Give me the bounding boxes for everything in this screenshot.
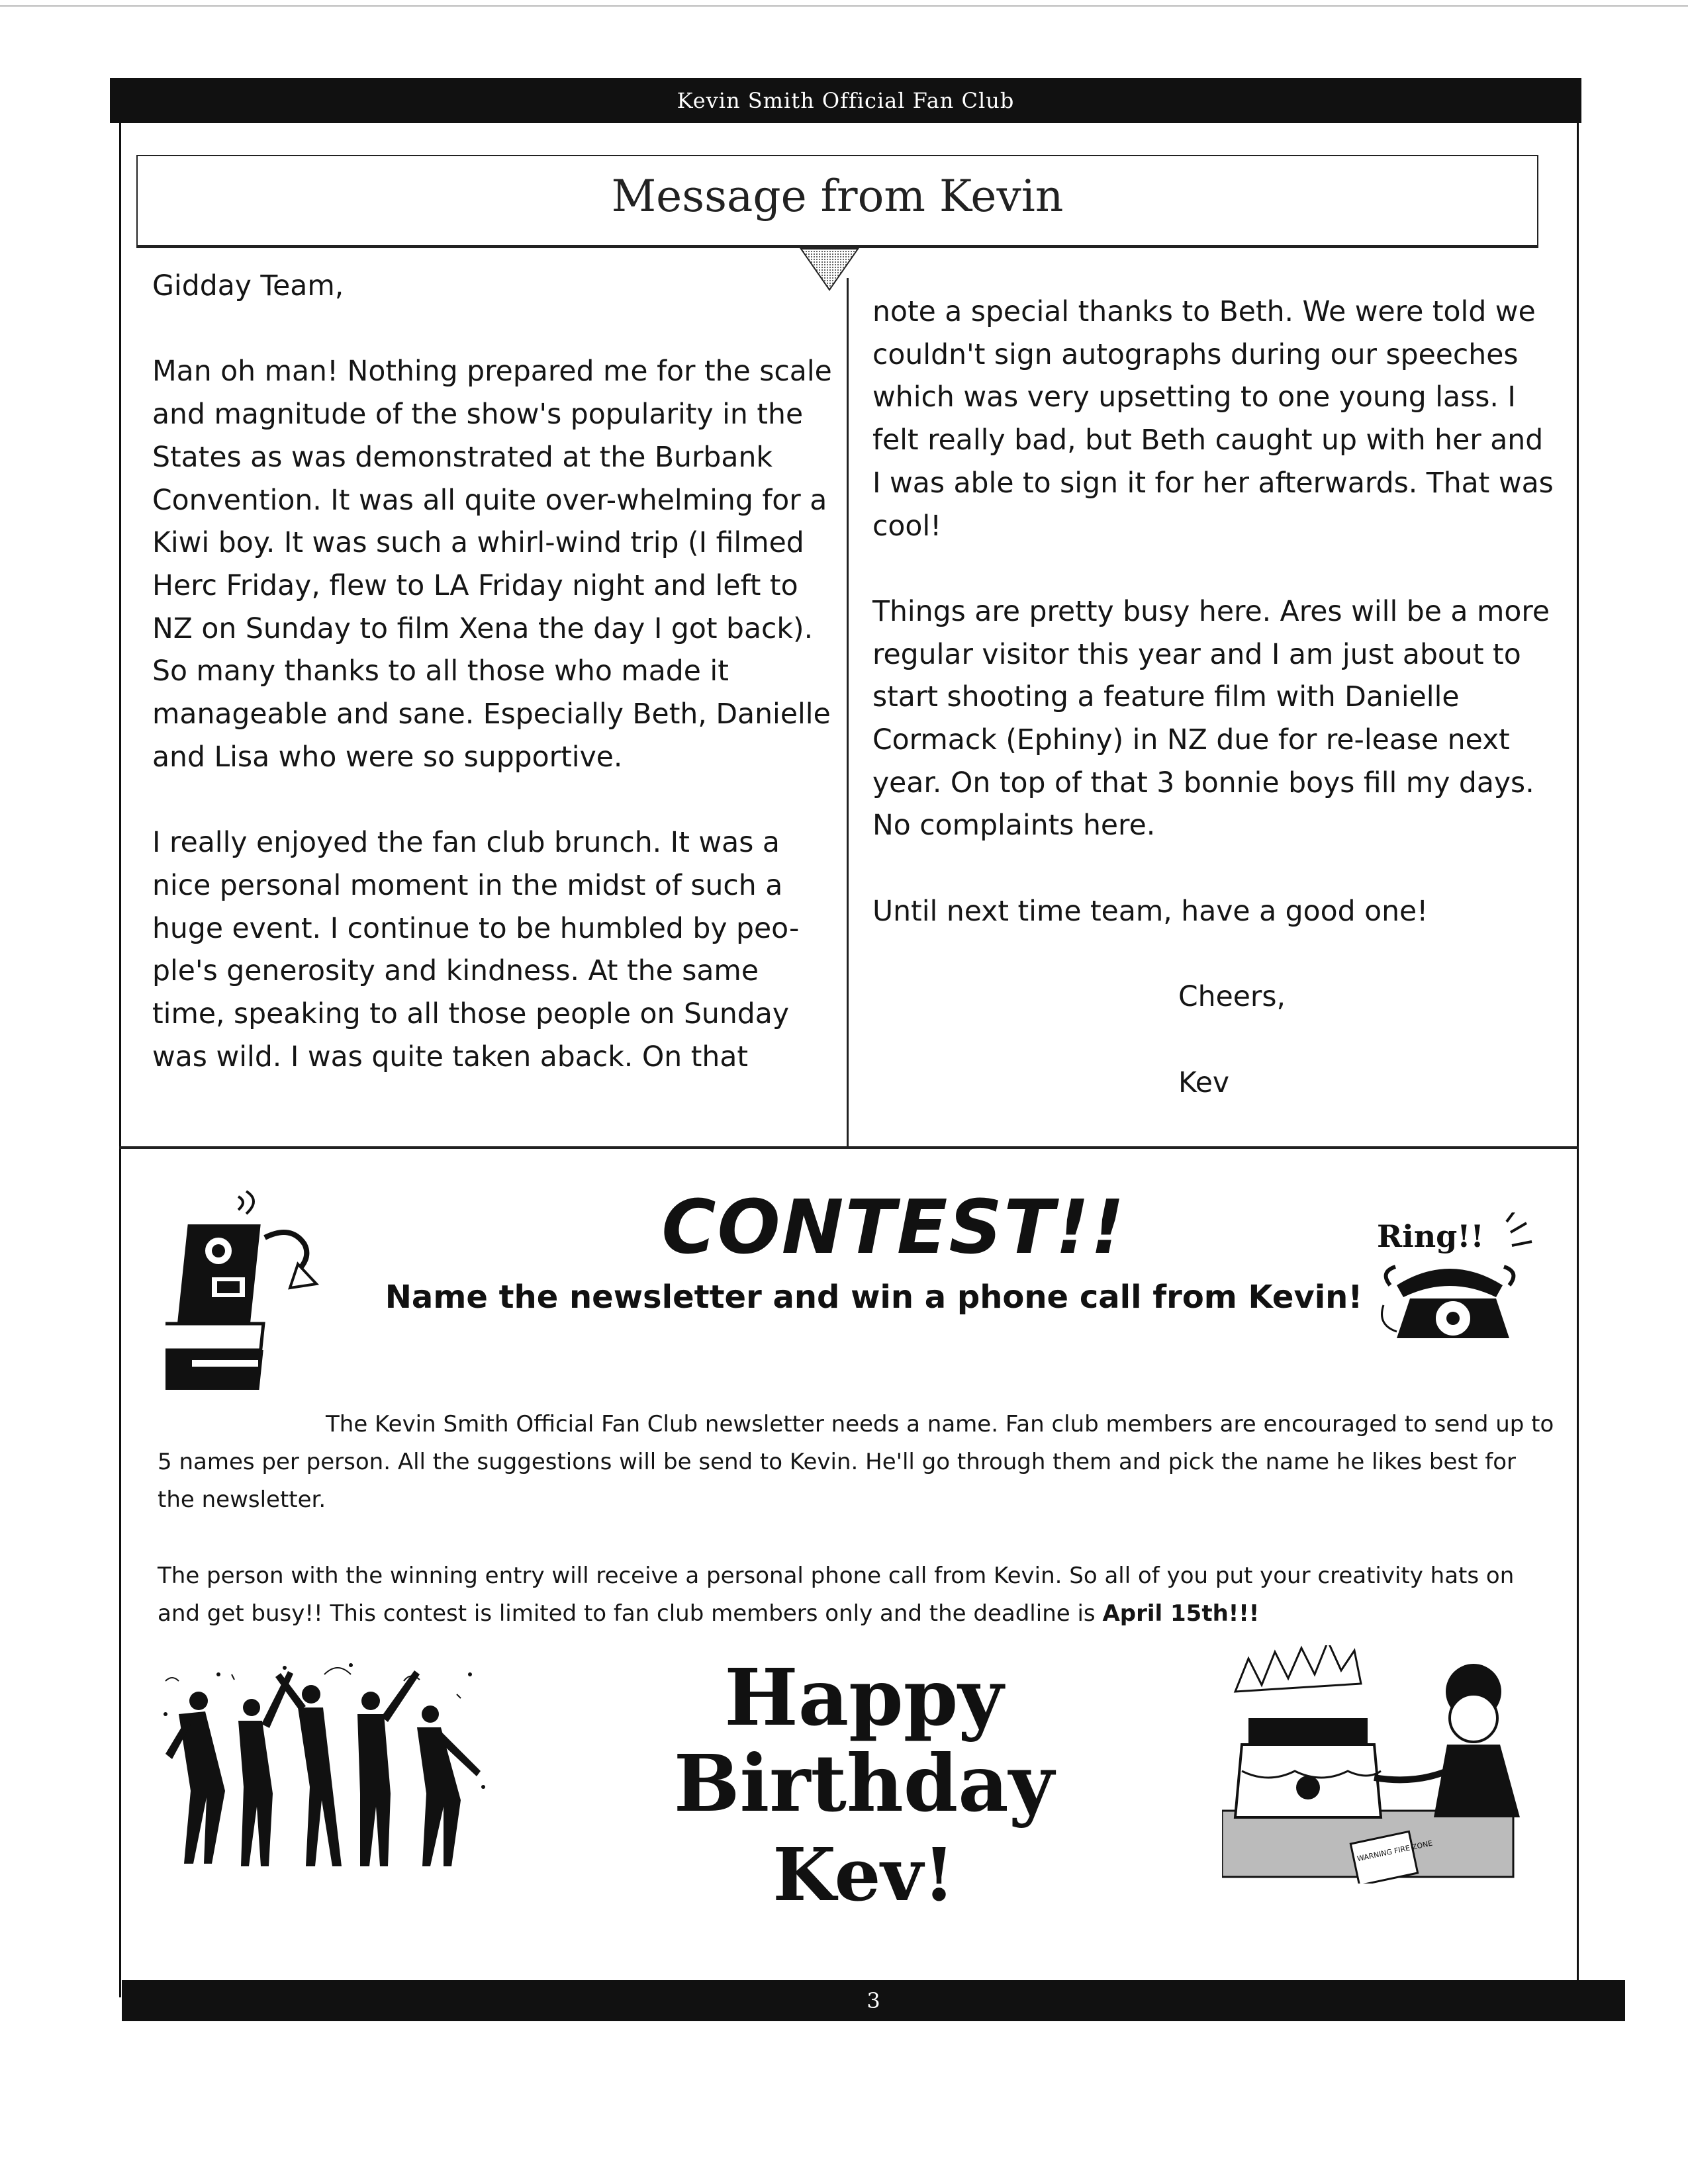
message-paragraph: Things are pretty busy here. Ares will be a more regular visitor this year and I am just about to start shooting a feature film with Danielle Cormack (Ephiny) in NZ due for re-lease next year. On top of that 3 bonnie boys fill my days. No complaints here. [872, 595, 1550, 842]
signature: Kev [1178, 1066, 1230, 1099]
ring-label: Ring!! [1377, 1218, 1484, 1254]
message-paragraph: I really enjoyed the fan club brunch. It was a nice personal moment in the midst of such a huge event. I continue to be humbled by peo-ple's generosity and kindness. At the same time, speaking to all those people on Sunday was wild. I was quite taken aback. On that [152, 827, 800, 1073]
header-bar: Kevin Smith Official Fan Club [110, 78, 1581, 123]
message-paragraph: Until next time team, have a good one! [872, 895, 1429, 928]
message-title-box [136, 155, 1538, 246]
column-divider [847, 278, 849, 1146]
message-title: Message from Kevin [611, 171, 1064, 222]
ringing-phone-icon [1370, 1212, 1536, 1358]
message-paragraph: Man oh man! Nothing prepared me for the scale and magnitude of the show's popularity in the States as was demonstrated at the Burbank Convention. It was all quite over-whelming for a Kiwi boy. It was such a whirl-wind trip (I filmed Herc Friday, flew to LA Friday night and left to NZ on Sunday to film Xena the day I got back). So many thanks to all those who made it manageable and sane. Especially Beth, Danielle and Lisa who were so supportive. [152, 355, 832, 774]
contest-paragraph-1: The Kevin Smith Official Fan Club newsletter needs a name. Fan club members are encouraged to send up to 5 names per person. All the suggestions will be send to Kevin. He'll go through them and pick the name he likes best for the newsletter. [158, 1411, 1554, 1513]
contest-paragraph-2-text: The person with the winning entry will receive a personal phone call from Kevin. So all of you put your creativity hats on and get busy!! This contest is limited to fan club members only and the deadline is [158, 1563, 1515, 1627]
page-number: 3 [867, 1988, 880, 2013]
contest-paragraph-2 [158, 1557, 1554, 1633]
signoff: Cheers, [1178, 981, 1286, 1014]
contest-deadline: April 15th!!! [1102, 1600, 1260, 1627]
page-top-rule [0, 5, 1688, 7]
section-divider [119, 1146, 1579, 1149]
birthday-line-1: Happy Birthday [673, 1651, 1055, 1829]
contest-subtitle: Name the newsletter and win a phone call from Kevin! [385, 1279, 1363, 1316]
message-left-column [152, 265, 834, 1122]
birthday-greeting [523, 1651, 1205, 1918]
message-right-column [872, 291, 1554, 1148]
footer-bar [122, 1980, 1625, 2021]
fire-zone-sign-text: WARNING FIRE ZONE [1356, 1839, 1434, 1864]
greeting: Gidday Team, [152, 270, 344, 302]
message-paragraph: note a special thanks to Beth. We were told we couldn't sign autographs during our speeches which was very upsetting to one young lass. I felt really bad, but Beth caught up with her and I was able to sign it for her afterwards. That was cool! [872, 296, 1554, 543]
party-silhouettes-icon [152, 1655, 496, 1873]
contest-title: CONTEST!! [661, 1185, 1126, 1271]
fireman-cake-icon [1222, 1645, 1546, 1884]
birthday-line-2: Kev! [773, 1832, 955, 1917]
